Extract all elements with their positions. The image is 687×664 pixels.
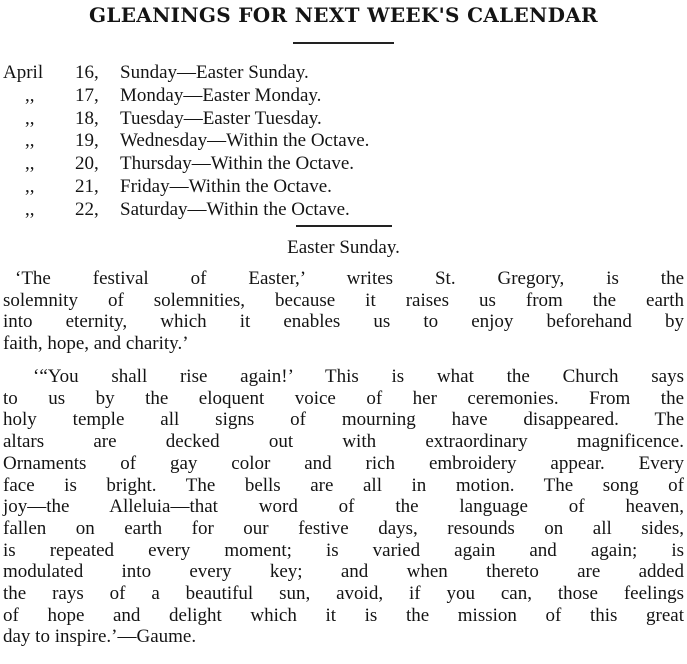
text-line: face is bright. The bells are all in motion. The song of	[3, 474, 684, 496]
calendar-entry	[3, 176, 369, 199]
calendar-entry	[3, 85, 369, 108]
calendar-entry	[3, 153, 369, 176]
text-line: ‘“You shall rise again!’ This is what the Church says	[33, 366, 684, 387]
calendar-text: Friday—Within the Octave.	[120, 175, 332, 197]
calendar-month: ,,	[25, 153, 35, 175]
text-line: into eternity, which it enables us to enjoy beforehand by	[3, 311, 684, 333]
text-line: Ornaments of gay color and rich embroidery appear. Every	[3, 452, 684, 474]
title-divider	[293, 42, 394, 44]
calendar-text: Saturday—Within the Octave.	[120, 198, 350, 220]
text-line: joy—the Alleluia—that word of the language of heaven,	[3, 496, 684, 518]
calendar-day: 16,	[75, 62, 99, 83]
calendar-day: 22,	[75, 198, 99, 220]
text-line: to us by the eloquent voice of her ceremonies. From the	[3, 387, 684, 409]
text-line: ‘The festival of Easter,’ writes St. Gregory, is the	[15, 268, 684, 289]
calendar-text: Monday—Easter Monday.	[120, 84, 322, 106]
text-line: is repeated every moment; is varied again and again; is	[3, 539, 684, 561]
calendar-entry	[3, 199, 369, 222]
paragraph	[3, 268, 684, 355]
calendar-day: 20,	[75, 153, 99, 175]
calendar-day: 21,	[75, 175, 99, 197]
text-line: day to inspire.’—Gaume.	[3, 626, 197, 648]
text-line: holy temple all signs of mourning have disappeared. The	[3, 409, 684, 431]
calendar-day: 17,	[75, 84, 99, 106]
calendar-day: 18,	[75, 107, 99, 129]
calendar-month: ,,	[25, 175, 35, 197]
calendar-day: 19,	[75, 130, 99, 152]
calendar-text: Wednesday—Within the Octave.	[120, 130, 370, 152]
paragraph	[3, 366, 684, 648]
calendar-text: Tuesday—Easter Tuesday.	[120, 107, 322, 129]
calendar-month: April	[3, 62, 44, 83]
text-line: the rays of a beautiful sun, avoid, if you can, those feelings	[3, 583, 684, 605]
text-line: fallen on earth for our festive days, resounds on all sides,	[3, 517, 684, 539]
calendar-list	[3, 62, 369, 222]
calendar-month: ,,	[25, 84, 35, 106]
calendar-month: ,,	[25, 130, 35, 152]
calendar-month: ,,	[25, 107, 35, 129]
section-divider	[296, 225, 392, 227]
text-line: modulated into every key; and when thereto are added	[3, 561, 684, 583]
text-line: solemnity of solemnities, because it raises us from the earth	[3, 289, 684, 311]
calendar-entry	[3, 108, 369, 131]
page-title: GLEANINGS FOR NEXT WEEK'S CALENDAR	[89, 3, 598, 27]
section-title: Easter Sunday.	[287, 237, 400, 258]
calendar-text: Thursday—Within the Octave.	[120, 153, 355, 175]
calendar-month: ,,	[25, 198, 35, 220]
text-line: of hope and delight which it is the mission of this great	[3, 604, 684, 626]
text-line: faith, hope, and charity.’	[3, 333, 189, 355]
text-line: altars are decked out with extraordinary magnificence.	[3, 431, 684, 453]
calendar-entry	[3, 130, 369, 153]
calendar-entry	[3, 62, 369, 85]
calendar-text: Sunday—Easter Sunday.	[120, 62, 309, 83]
